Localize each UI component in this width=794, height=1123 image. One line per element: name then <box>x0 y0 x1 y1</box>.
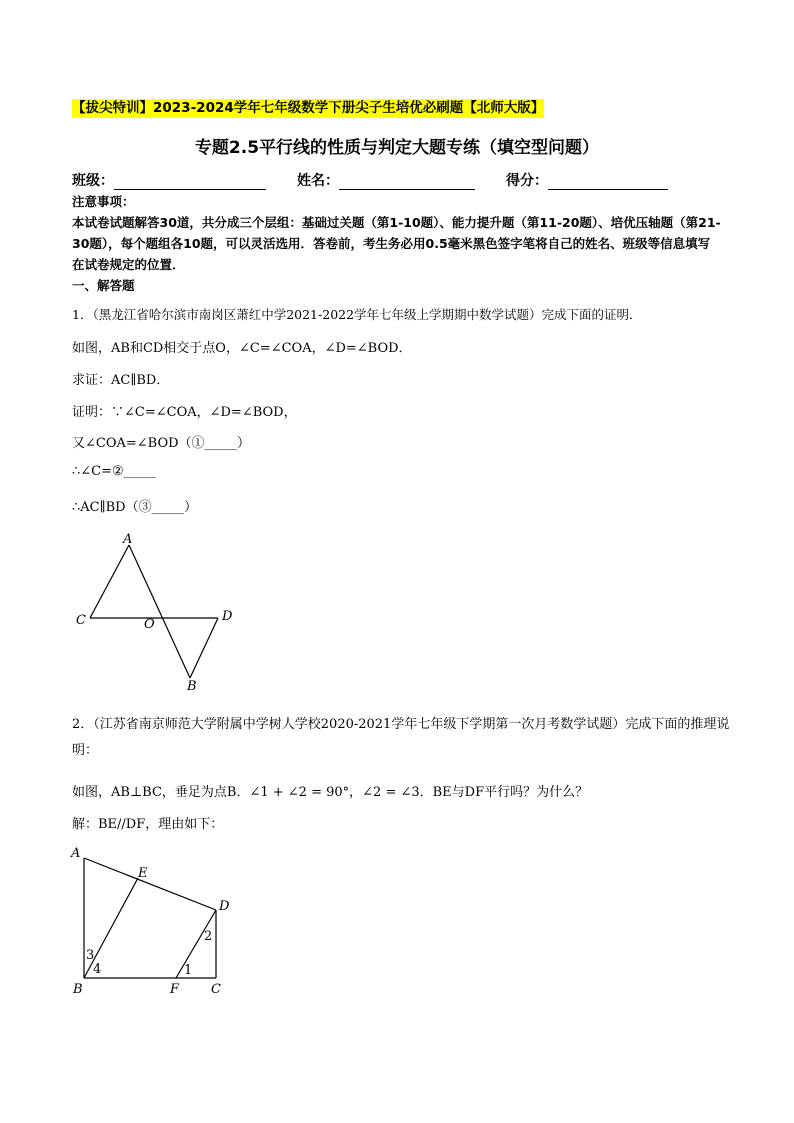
segment-DB <box>190 618 218 678</box>
page-title: 专题2.5平行线的性质与判定大题专练（填空型问题） <box>194 138 600 158</box>
q2-label-E: E <box>138 866 148 881</box>
score-blank[interactable] <box>548 173 668 190</box>
q1-proof-line-2: 又∠COA=∠BOD（①_____） <box>72 436 251 451</box>
notice-body: 本试卷试题解答30道，共分成三个层组：基础过关题（第1-10题）、能力提升题（第11-20题）、培优压轴题（第21-30题），每个题组各10题，可以灵活选用．答卷前，考生务必用0.5毫米黑色签字笔将自己的姓名、班级等信息填写在试卷规定的位置． <box>72 215 721 272</box>
q2-answer: 解：BE//DF，理由如下： <box>72 817 224 832</box>
series-banner: 【拔尖特训】2023-2024学年七年级数学下册尖子生培优必刷题【北师大版】 <box>72 100 545 116</box>
q1-prove: 求证：AC∥BD． <box>72 373 170 388</box>
q1-given: 如图，AB和CD相交于点O，∠C=∠COA，∠D=∠BOD． <box>72 341 412 356</box>
q1-proof-line-4: ∴AC∥BD（③_____） <box>72 500 198 515</box>
q1-figure-lines <box>90 545 218 678</box>
q2-label-B: B <box>73 982 83 997</box>
section-heading: 一、解答题 <box>72 278 135 293</box>
name-blank[interactable] <box>339 173 475 190</box>
q1-label-C: C <box>76 613 86 628</box>
class-field <box>72 170 266 190</box>
q1-label-A: A <box>123 532 133 547</box>
q2-angle-2: 2 <box>204 929 213 944</box>
q2-figure-lines <box>84 858 216 978</box>
segment-AD <box>84 858 216 910</box>
score-field <box>506 170 668 190</box>
segment-AC <box>90 545 129 618</box>
q1-label-D: D <box>222 609 233 624</box>
notice-heading: 注意事项： <box>72 194 135 209</box>
q2-figure <box>68 840 243 1000</box>
q1-label-B: B <box>187 679 197 694</box>
class-label: 班级： <box>72 173 114 189</box>
q2-given: 如图，AB⊥BC，垂足为点B．∠1 + ∠2 = 90°，∠2 = ∠3．BE与DF平行吗？为什么？ <box>72 785 589 800</box>
q2-label-C: C <box>211 982 221 997</box>
score-label: 得分： <box>506 173 548 189</box>
segment-AB <box>129 545 190 678</box>
q1-stem: 1．（黑龙江省哈尔滨市南岗区萧红中学2021-2022学年七年级上学期期中数学试题）完成下面的证明． <box>72 307 642 322</box>
q1-proof-line-1: 证明：∵∠C=∠COA，∠D=∠BOD， <box>72 405 297 420</box>
name-label: 姓名： <box>297 173 339 189</box>
q2-angle-3: 3 <box>86 948 95 963</box>
q2-label-D: D <box>219 899 230 914</box>
name-field <box>297 170 475 190</box>
q2-label-F: F <box>170 982 180 997</box>
q2-angle-1: 1 <box>184 963 193 978</box>
q1-proof-line-3: ∴∠C=②_____ <box>72 464 157 479</box>
segment-FD <box>176 910 216 978</box>
q1-figure <box>72 530 252 695</box>
q2-angle-4: 4 <box>93 962 102 977</box>
q2-label-A: A <box>71 846 81 861</box>
q1-label-O: O <box>144 617 155 632</box>
q2-stem: 2．（江苏省南京师范大学附属中学树人学校2020-2021学年七年级下学期第一次月考数学试题）完成下面的推理说明： <box>72 717 730 758</box>
class-blank[interactable] <box>114 173 266 190</box>
